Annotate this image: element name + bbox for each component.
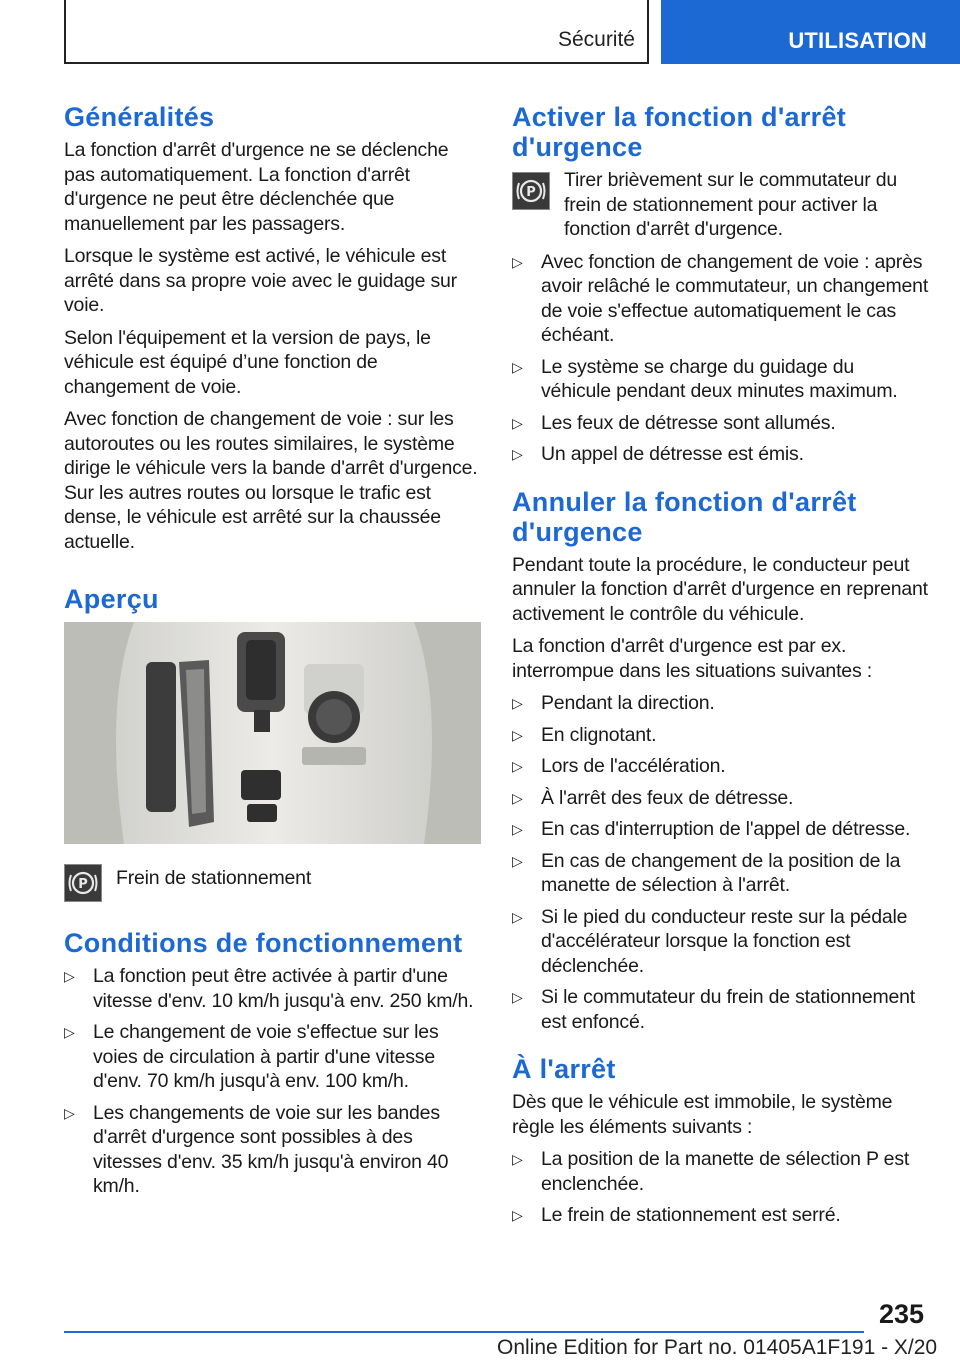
triangle-bullet-icon: ▷ xyxy=(512,695,523,711)
list-item: ▷ La fonction peut être activée à partir d'une vitesse d'env. 10 km/h jusqu'à env. 250 km/h. xyxy=(64,965,474,1012)
left-column xyxy=(64,102,481,1207)
arret-list xyxy=(512,1147,929,1228)
header-section-box xyxy=(64,0,649,64)
section-title-annuler: Annuler la fonction d'arrêt d'urgence xyxy=(512,486,857,547)
list-item: ▷ En clignotant. xyxy=(512,723,657,746)
list-item: ▷ Si le pied du conducteur reste sur la pédale d'accélérateur lorsque la fonction est déclenchée. xyxy=(512,905,908,977)
list-item: ▷ Les feux de détresse sont allumés. xyxy=(512,411,836,434)
triangle-bullet-icon: ▷ xyxy=(512,358,523,375)
paragraph: Dès que le véhicule est immobile, le système règle les éléments suivants : xyxy=(512,1091,893,1138)
list-item: ▷ En cas d'interruption de l'appel de détresse. xyxy=(512,818,911,840)
list-item: ▷ La position de la manette de sélection P est enclenchée. xyxy=(512,1148,910,1195)
triangle-bullet-icon: ▷ xyxy=(512,989,523,1005)
triangle-bullet-icon: ▷ xyxy=(512,414,523,431)
parking-brake-icon xyxy=(512,172,550,210)
paragraph: Avec fonction de changement de voie : sur les autoroutes ou les routes similaires, le système dirige le véhicule vers la bande d'arrêt d'urgence. Sur les autres routes ou lorsque le trafic est dense, le véhicule est arrêté sur la chaussée actuelle. xyxy=(64,408,478,553)
caption-text: Frein de stationnement xyxy=(116,867,312,889)
list-item: ▷ Le système se charge du guidage du véhicule pendant deux minutes maximum. xyxy=(512,355,898,402)
paragraph: La fonction d'arrêt d'urgence ne se déclenche pas automatiquement. La fonction d'arrêt d'urgence ne peut être déclenchée que manuellement par les passagers. xyxy=(64,139,449,235)
parking-brake-icon xyxy=(64,864,102,902)
activer-list xyxy=(512,250,929,467)
center-console-illustration xyxy=(64,622,481,844)
paragraph: Pendant toute la procédure, le conducteur peut annuler la fonction d'arrêt d'urgence en reprenant activement le contrôle du véhicule. xyxy=(512,553,928,625)
triangle-bullet-icon: ▷ xyxy=(512,726,523,743)
triangle-bullet-icon: ▷ xyxy=(512,758,523,774)
svg-text:P: P xyxy=(78,877,88,892)
list-item: ▷ Pendant la direction. xyxy=(512,692,715,714)
paragraph: La fonction d'arrêt d'urgence est par ex. interrompue dans les situations suivantes : xyxy=(512,635,872,682)
list-item: ▷ Le frein de stationnement est serré. xyxy=(512,1204,841,1226)
center-console-photo xyxy=(64,622,481,844)
list-item: ▷ En cas de changement de la position de la manette de sélection à l'arrêt. xyxy=(512,849,901,896)
list-item: ▷ Avec fonction de changement de voie : après avoir relâché le commutateur, un changement de voie s'effectue automatiquement le cas échéant. xyxy=(512,250,929,346)
list-item: ▷ Le changement de voie s'effectue sur les voies de circulation à partir d'une vitesse d'env. 70 km/h jusqu'à env. 100 km/h. xyxy=(64,1021,439,1092)
triangle-bullet-icon: ▷ xyxy=(64,1024,75,1040)
list-item: ▷ Les changements de voie sur les bandes d'arrêt d'urgence sont possibles à des vitesses d'env. 35 km/h jusqu'à environ 40 km/h. xyxy=(64,1101,449,1197)
list-item: ▷ Lors de l'accélération. xyxy=(512,755,726,777)
right-column xyxy=(512,102,929,1236)
triangle-bullet-icon: ▷ xyxy=(64,1104,75,1121)
triangle-bullet-icon: ▷ xyxy=(512,908,523,925)
annuler-list xyxy=(512,691,929,1034)
header-chapter-tab xyxy=(661,0,960,64)
page-number: 235 xyxy=(878,1299,924,1329)
list-item: ▷ À l'arrêt des feux de détresse. xyxy=(512,786,794,809)
list-item: ▷ Si le commutateur du frein de stationnement est enfoncé. xyxy=(512,986,916,1033)
triangle-bullet-icon: ▷ xyxy=(512,253,523,270)
footer-edition: Online Edition for Part no. 01405A1F191 - X/20 xyxy=(497,1336,938,1359)
paragraph: Tirer brièvement sur le commutateur du frein de stationnement pour activer la fonction d'arrêt d'urgence. xyxy=(564,169,898,240)
triangle-bullet-icon: ▷ xyxy=(512,1151,523,1167)
triangle-bullet-icon: ▷ xyxy=(64,968,75,984)
section-title-conditions: Conditions de fonctionnement xyxy=(64,928,463,958)
triangle-bullet-icon: ▷ xyxy=(512,1207,523,1223)
triangle-bullet-icon: ▷ xyxy=(512,789,523,806)
section-title-apercu: Aperçu xyxy=(64,584,159,614)
paragraph: Lorsque le système est activé, le véhicule est arrêté dans sa propre voie avec le guidage sur voie. xyxy=(64,245,457,316)
footer-divider xyxy=(64,1331,864,1333)
conditions-list xyxy=(64,964,481,1199)
triangle-bullet-icon: ▷ xyxy=(512,852,523,869)
list-item: ▷ Un appel de détresse est émis. xyxy=(512,443,804,465)
triangle-bullet-icon: ▷ xyxy=(512,821,523,837)
activer-intro xyxy=(512,168,929,250)
image-caption xyxy=(64,862,481,902)
triangle-bullet-icon: ▷ xyxy=(512,446,523,462)
header-chapter-label: UTILISATION xyxy=(788,28,927,53)
section-title-arret: À l'arrêt xyxy=(512,1054,616,1084)
section-title-generalites: Généralités xyxy=(64,102,215,132)
svg-text:P: P xyxy=(526,185,536,200)
paragraph: Selon l'équipement et la version de pays, le véhicule est équipé d’une fonction de changement de voie. xyxy=(64,326,431,398)
section-title-activer: Activer la fonction d'arrêt d'urgence xyxy=(512,102,847,162)
header-section-title: Sécurité xyxy=(557,28,635,51)
